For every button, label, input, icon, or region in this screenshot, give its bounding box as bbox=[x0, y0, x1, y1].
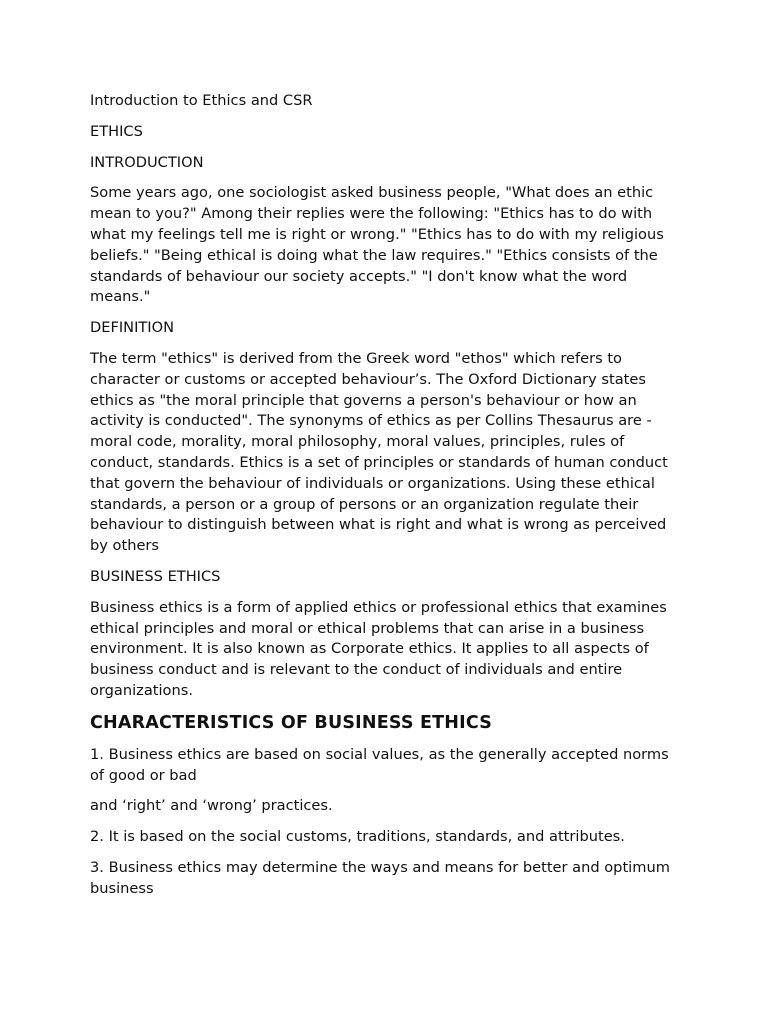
section-heading-introduction: INTRODUCTION bbox=[90, 153, 204, 171]
list-item: and ‘right’ and ‘wrong’ practices. bbox=[90, 797, 333, 815]
section-heading-definition: DEFINITION bbox=[90, 319, 174, 337]
paragraph-business-ethics: Business ethics is a form of applied ethics or professional ethics that examines ethical principles and moral or ethical problems that can arise in a business environment. It is also known as Corporate ethics. It applies to all aspects of business conduct and is relevant to the conduct of individuals and entire organizations. bbox=[90, 598, 667, 699]
section-heading-ethics: ETHICS bbox=[90, 122, 143, 140]
paragraph-introduction: Some years ago, one sociologist asked business people, "What does an ethic mean to you?" Among their replies were the following: "Ethics has to do with what my feelings tell me is right or wrong." "Ethics has to do with my religious beliefs." "Being ethical is doing what the law requires." "Ethics consists of the standards of behaviour our society accepts." "I don't know what the word means." bbox=[90, 184, 664, 306]
list-item: 1. Business ethics are based on social values, as the generally accepted norms of good or bad bbox=[90, 745, 669, 784]
list-item: 2. It is based on the social customs, traditions, standards, and attributes. bbox=[90, 828, 625, 846]
paragraph-definition: The term "ethics" is derived from the Greek word "ethos" which refers to character or customs or accepted behaviour’s. The Oxford Dictionary states ethics as "the moral principle that governs a person's behaviour or how an activity is conducted". The synonyms of ethics as per Collins Thesaurus are - moral code, morality, moral philosophy, moral values, principles, rules of conduct, standards. Ethics is a set of principles or standards of human conduct that govern the behaviour of individuals or organizations. Using these ethical standards, a person or a group of persons or an organization regulate their behaviour to distinguish between what is right and what is wrong as perceived by others bbox=[90, 349, 668, 555]
list-item: 3. Business ethics may determine the ways and means for better and optimum business bbox=[90, 858, 670, 897]
section-heading-business-ethics: BUSINESS ETHICS bbox=[90, 567, 221, 585]
heading-characteristics: CHARACTERISTICS OF BUSINESS ETHICS bbox=[90, 712, 493, 733]
document-title: Introduction to Ethics and CSR bbox=[90, 92, 313, 109]
